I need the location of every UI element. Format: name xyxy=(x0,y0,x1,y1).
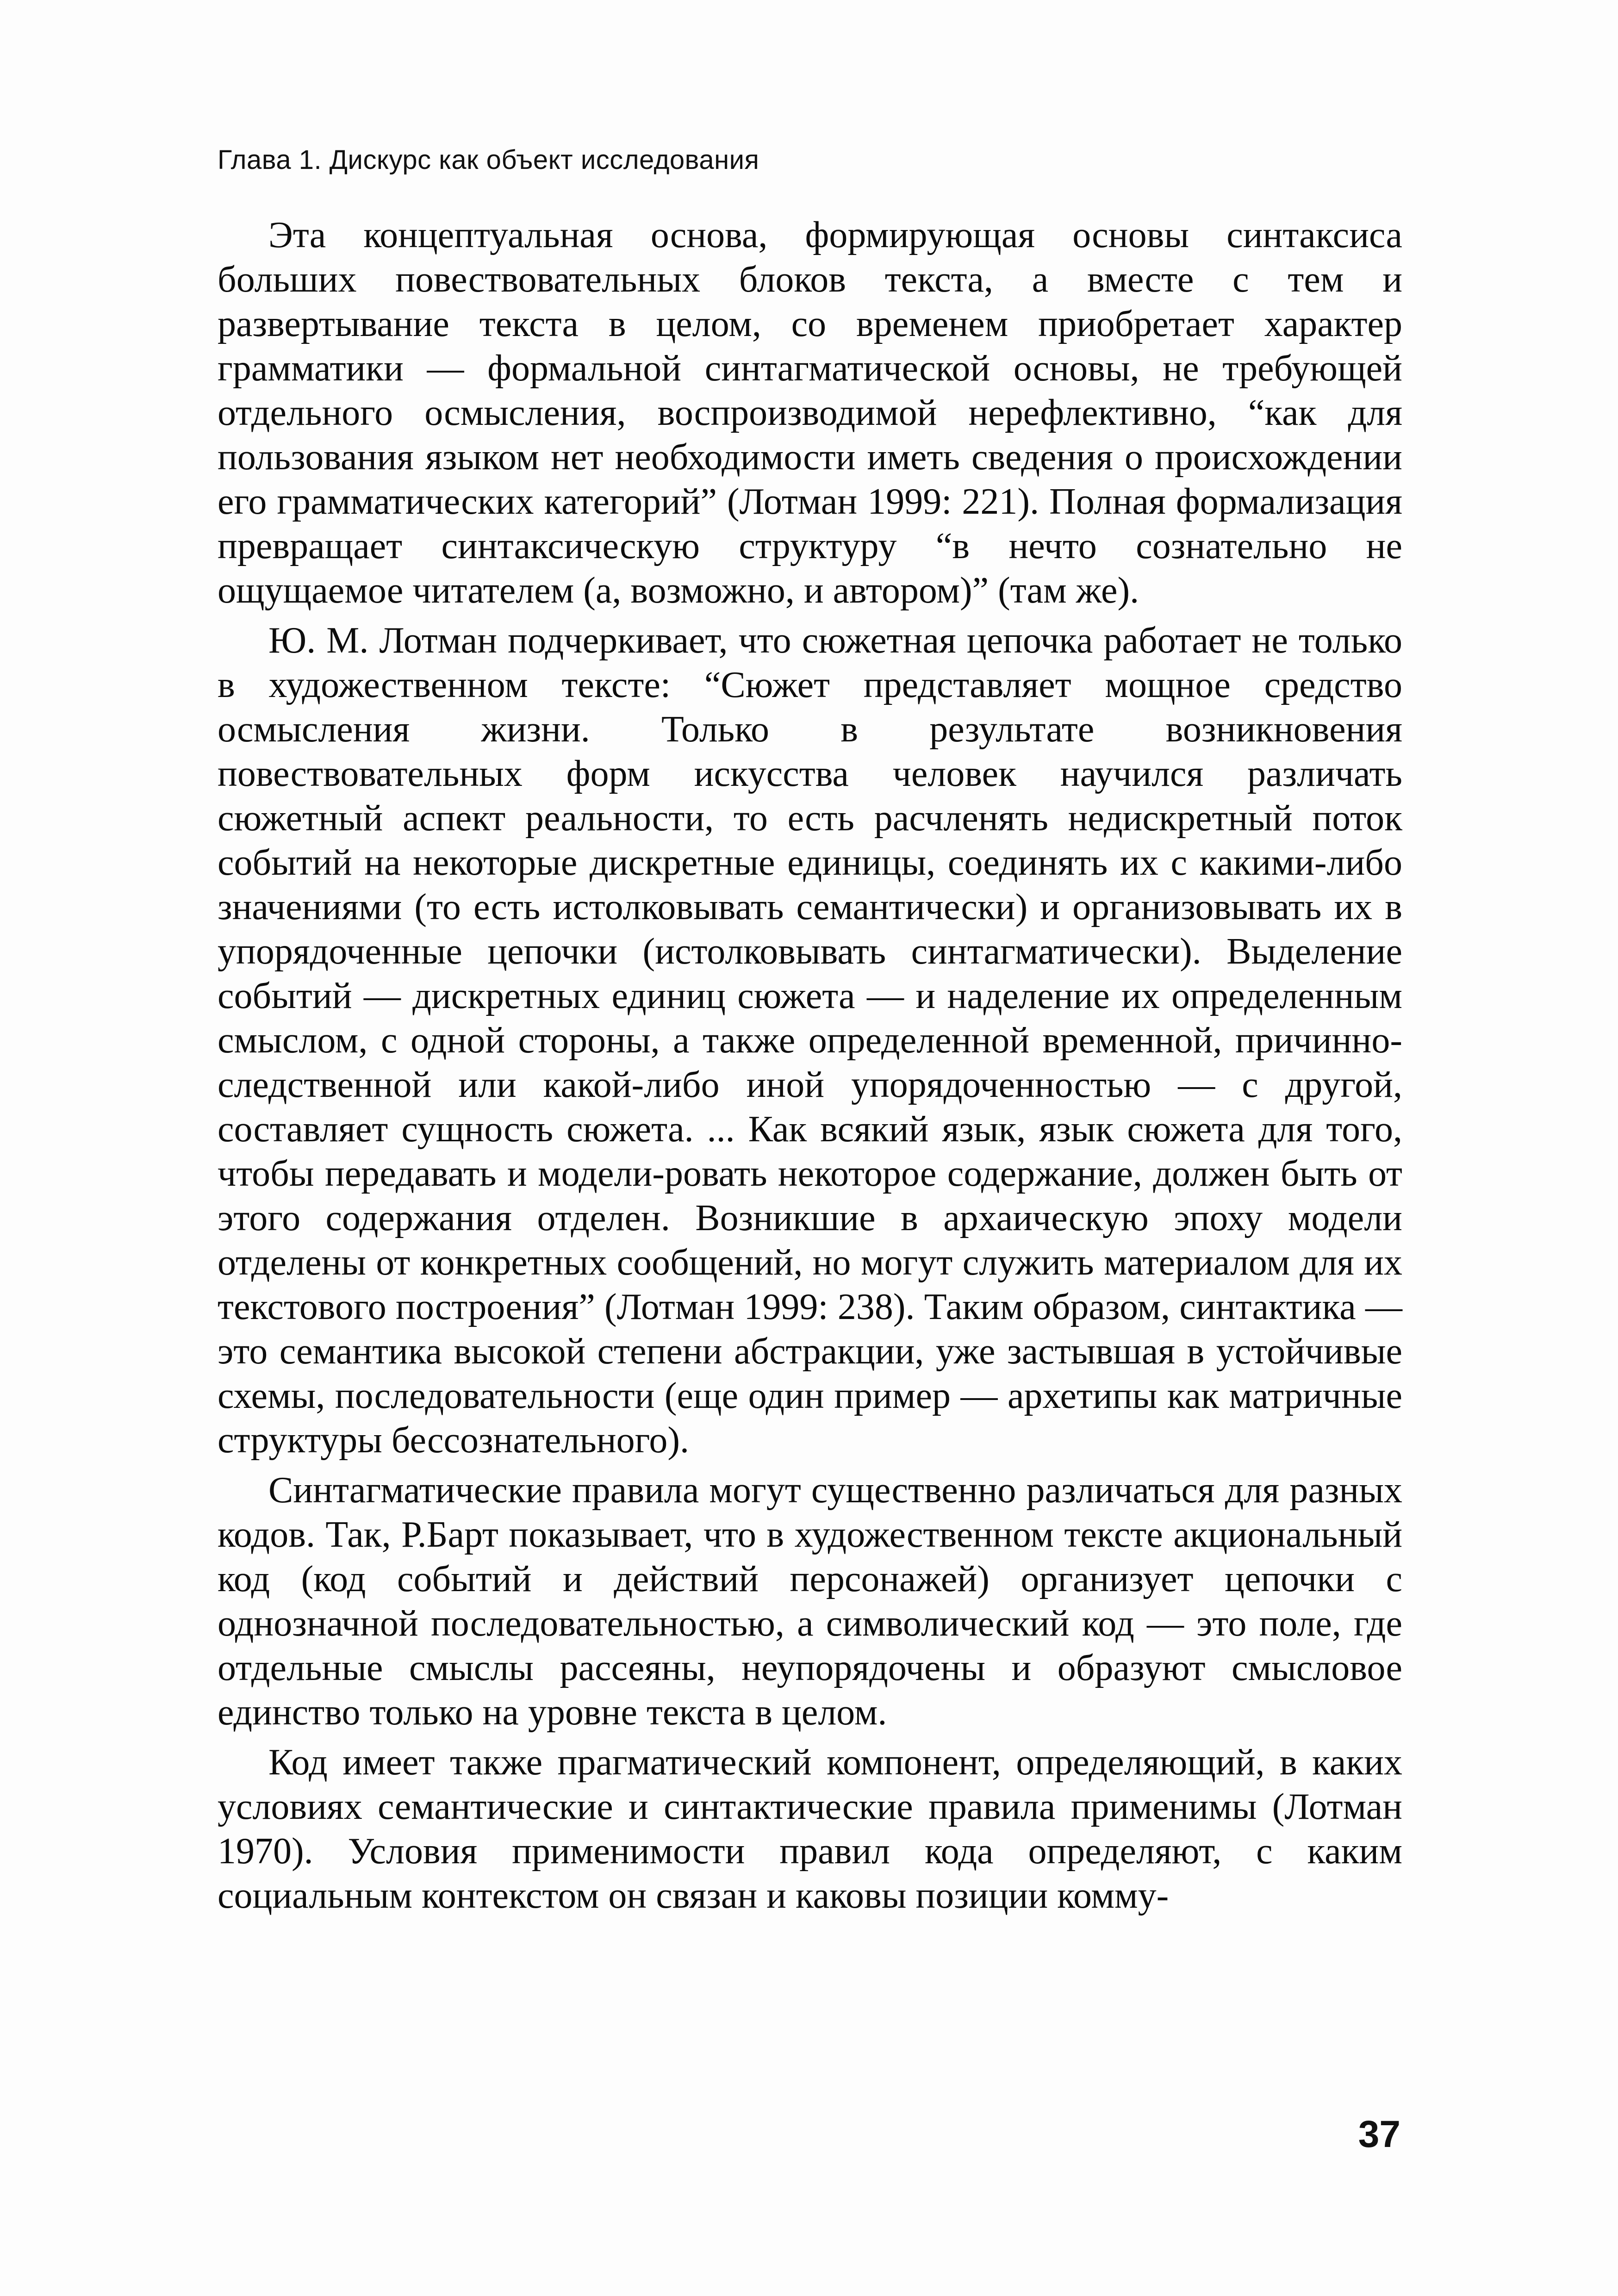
paragraph-4: Код имеет также прагматический компонент, определяющий, в каких условиях семантические и синтактические правила применимы (Лотман 1970). Условия применимости правил кода определяют, с каким социальным контекстом он связан и каковы позиции комму- xyxy=(218,1742,1402,1916)
running-head-chapter-title: Глава 1. Дискурс как объект исследования xyxy=(218,145,759,175)
paragraph-3: Синтагматические правила могут существенно различаться для разных кодов. Так, Р.Барт показывает, что в художественном тексте акциональный код (код событий и действий персонажей) организует цепочки с однозначной последовательностью, а символический код — это поле, где отдельные смыслы рассеяны, неупорядочены и образуют смысловое единство только на уровне текста в целом. xyxy=(218,1470,1402,1733)
page-number: 37 xyxy=(1358,2113,1400,2155)
paragraph-2: Ю. М. Лотман подчеркивает, что сюжетная цепочка работает не только в художественном тексте: “Сюжет представляет мощное средство осмысления жизни. Только в результате возникновения повествовательных форм искусства человек научился различать сюжетный аспект реальности, то есть расчленять недискретный поток событий на некоторые дискретные единицы, соединять их с какими-либо значениями (то есть истолковывать семантически) и организовывать их в упорядоченные цепочки (истолковывать синтагматически). Выделение событий — дискретных единиц сюжета — и наделение их определенным смыслом, с одной стороны, а также определенной временной, причинно-следственной или какой-либо иной упорядоченностью — с другой, составляет сущность сюжета. ... Как всякий язык, язык сюжета для того, чтобы передавать и модели-ровать некоторое содержание, должен быть от этого содержания отделен. Возникшие в архаическую эпоху модели отделены от конкретных сообщений, но могут служить материалом для их текстового построения” (Лотман 1999: 238). Таким образом, синтактика — это семантика высокой степени абстракции, уже застывшая в устойчивые схемы, последовательности (еще один пример — архетипы как матричные структуры бессознательного). xyxy=(218,620,1402,1461)
body-text xyxy=(218,213,1402,1918)
paragraph-1: Эта концептуальная основа, формирующая основы синтаксиса больших повествовательных блоков текста, а вместе с тем и развертывание текста в целом, со временем приобретает характер грамматики — формальной синтагматической основы, не требующей отдельного осмысления, воспроизводимой нерефлективно, “как для пользования языком нет необходимости иметь сведения о происхождении его грамматических категорий” (Лотман 1999: 221). Полная формализация превращает синтаксическую структуру “в нечто сознательно не ощущаемое читателем (а, возможно, и автором)” (там же). xyxy=(218,215,1402,611)
